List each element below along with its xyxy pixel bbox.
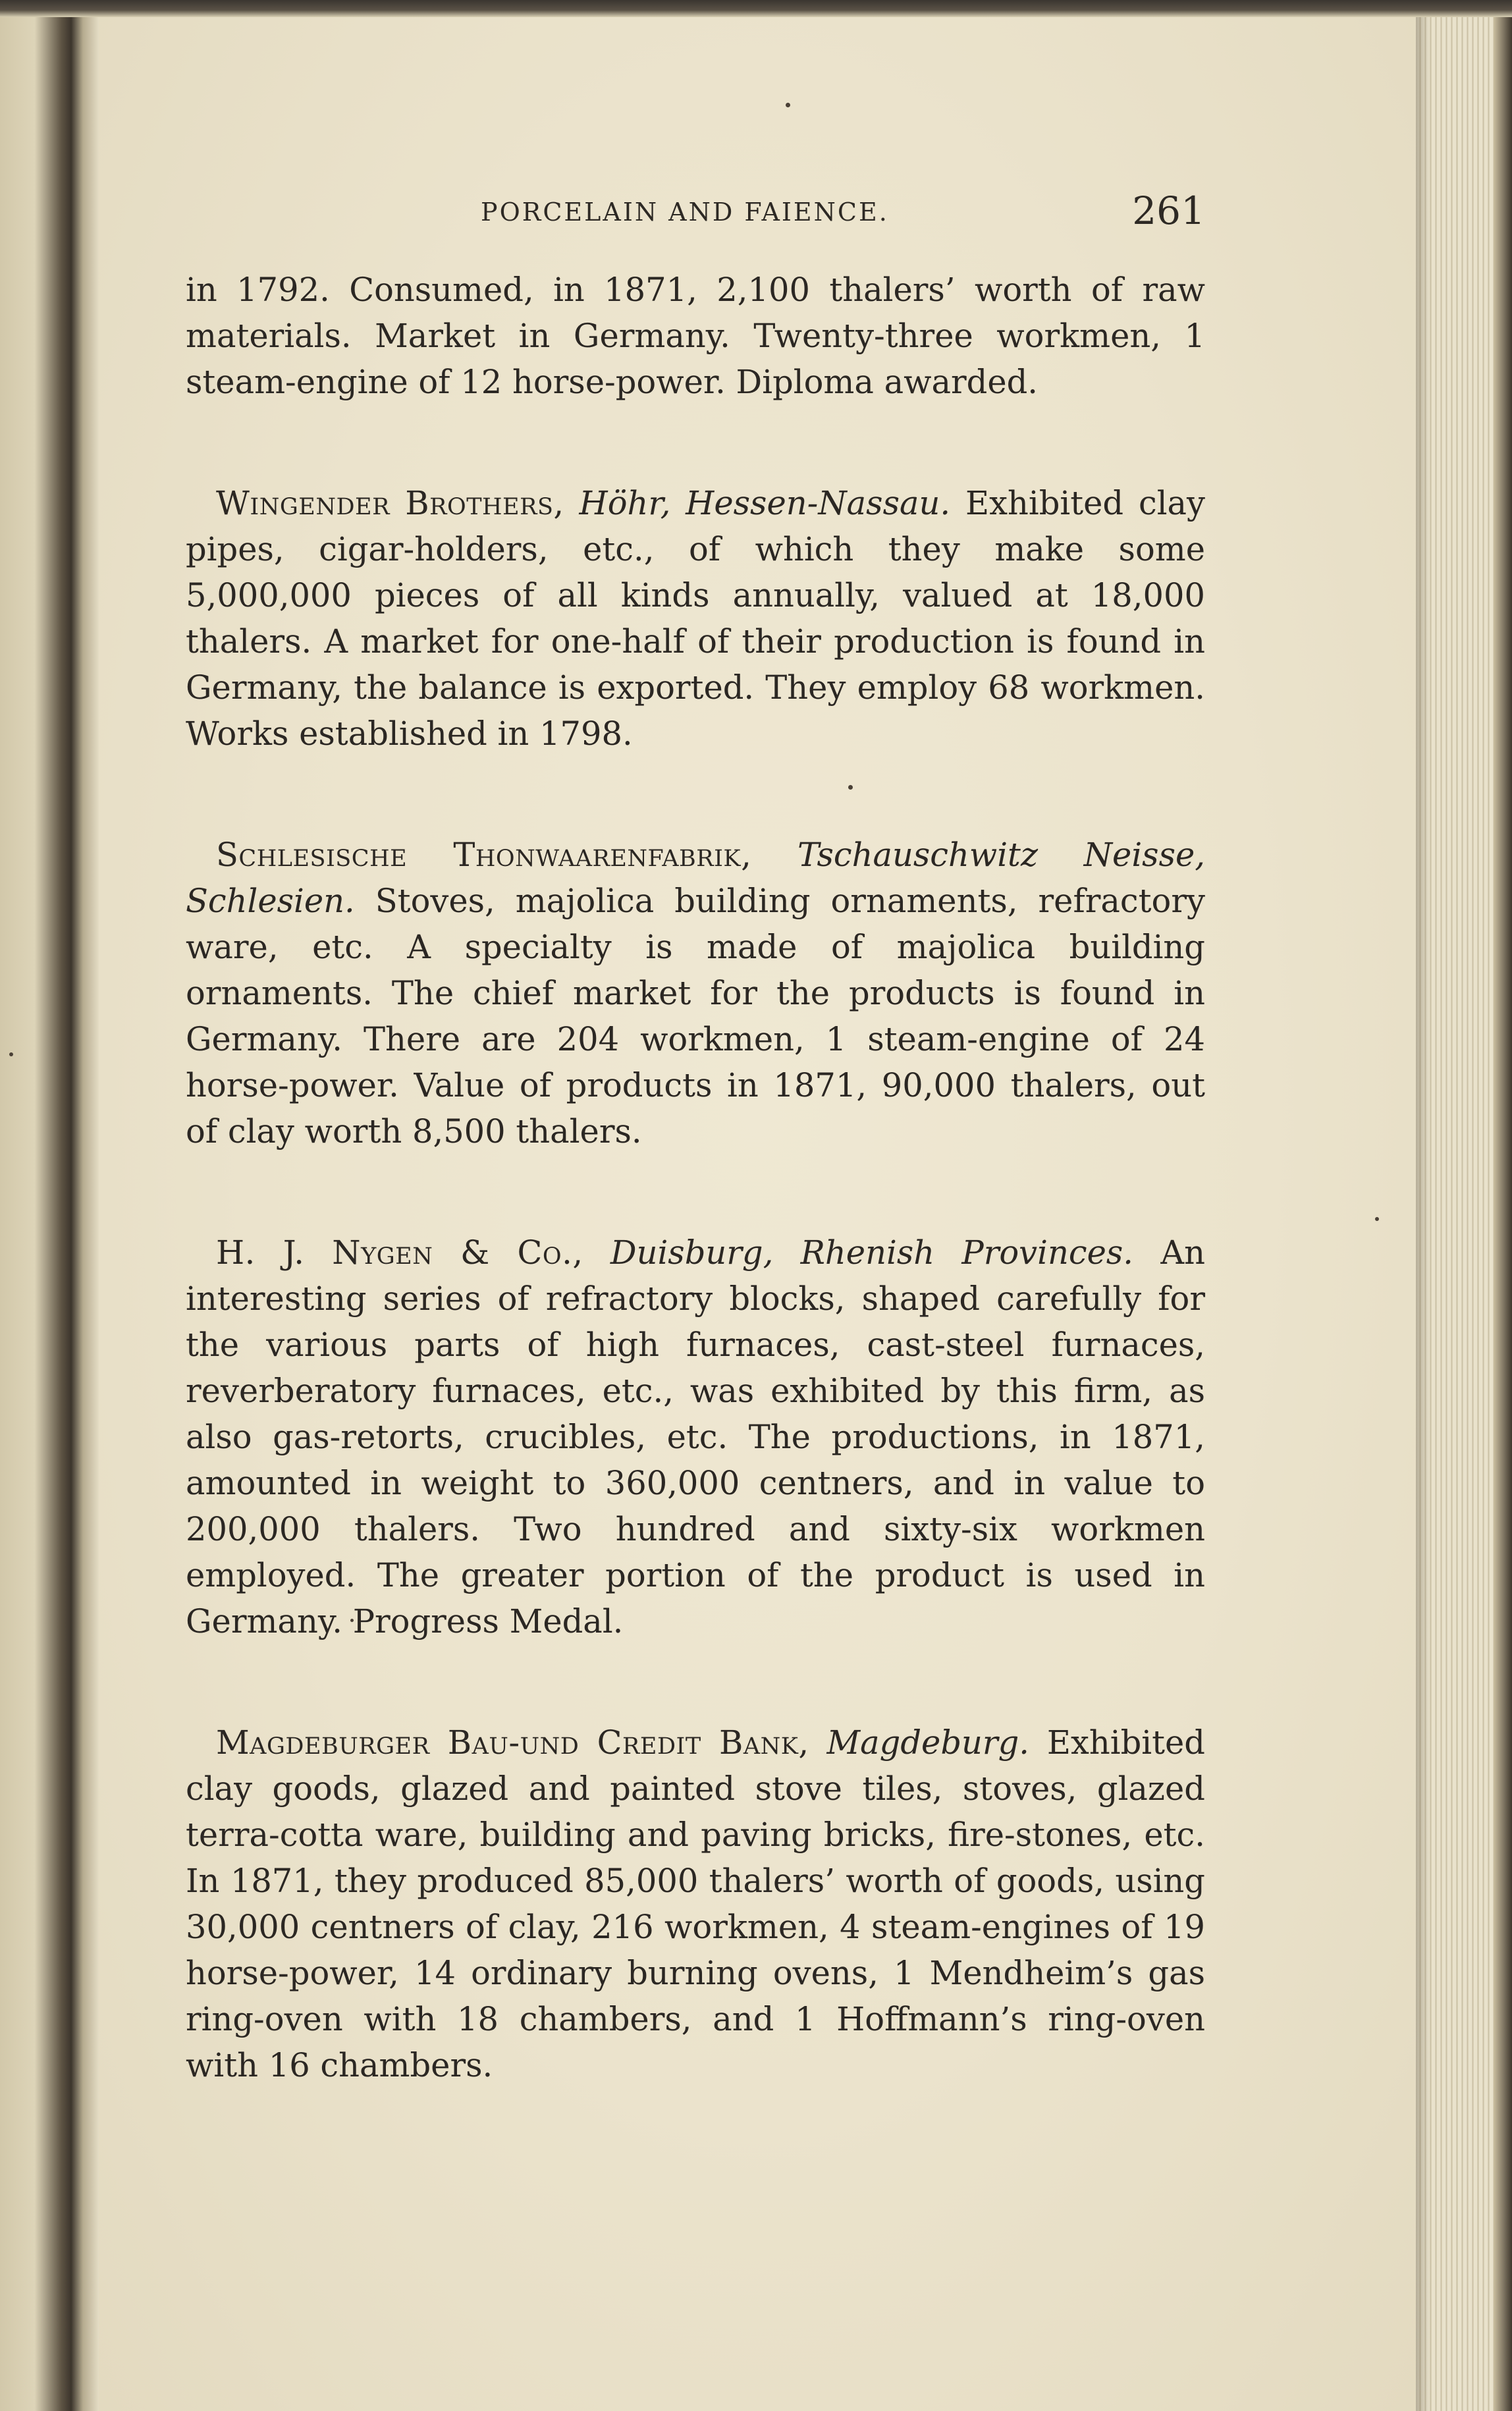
running-head <box>198 184 1205 244</box>
book-spine-gutter <box>0 0 99 2411</box>
paragraph-text: in 1792. Consumed, in 1871, 2,100 thalers’ worth of raw materials. Market in Germany. Twenty-three workmen, 1 steam-engine of 12 horse-power. Diploma awarded. <box>186 271 1205 401</box>
entry-text: An interesting series of refractory blocks, shaped carefully for the various parts of high furnaces, cast-steel furnaces, reverberatory furnaces, etc., was exhibited by this firm, as also gas-retorts, crucibles, etc. The productions, in 1871, amounted in weight to 360,000 centners, and in value to 200,000 thalers. Two hundred and sixty-six workmen employed. The greater portion of the product is used in Germany. Progress Medal. <box>186 1233 1205 1640</box>
firm-name: H. J. Nygen & Co., <box>216 1233 583 1272</box>
body-text <box>186 267 1205 2088</box>
entry-magdeburger-bank <box>186 1720 1205 2088</box>
paper-speck <box>786 103 790 107</box>
fore-edge-shadow <box>1416 0 1430 2411</box>
entry-text: Stoves, majolica building ornaments, refractory ware, etc. A specialty is made of majolica building ornaments. The chief market for the products is found in Germany. There are 204 workmen, 1 steam-engine of 24 horse-power. Value of products in 1871, 90,000 thalers, out of clay worth 8,500 thalers. <box>186 882 1205 1151</box>
page-number: 261 <box>1132 188 1205 233</box>
paper-speck <box>9 1052 13 1056</box>
running-head-title: PORCELAIN AND FAIENCE. <box>481 198 889 227</box>
entry-schlesische-thonwaarenfabrik <box>186 832 1205 1154</box>
firm-location: Tschauschwitz Neisse, Schlesien. <box>186 836 1205 920</box>
fore-edge-cover <box>1494 0 1512 2411</box>
firm-location: Magdeburg. <box>826 1723 1029 1762</box>
firm-name: Schlesische Thonwaarenfabrik, <box>216 836 752 874</box>
entry-text: Exhibited clay goods, glazed and painted stove tiles, stoves, glazed terra-cotta ware, building and paving bricks, fire-stones, etc. In 1871, they produced 85,000 thalers’ worth of goods, using 30,000 centners of clay, 216 workmen, 4 steam-engines of 19 horse-power, 14 ordinary burning ovens, 1 Mendheim’s gas ring-oven with 18 chambers, and 1 Hoffmann’s ring-oven with 16 chambers. <box>186 1723 1205 2084</box>
firm-name: Wingender Brothers, <box>216 484 564 522</box>
firm-location: Duisburg, Rhenish Provinces. <box>610 1233 1134 1272</box>
firm-location: Höhr, Hessen-Nassau. <box>579 484 951 522</box>
entry-wingender-brothers <box>186 480 1205 757</box>
firm-name: Magdeburger Bau-und Credit Bank, <box>216 1723 809 1762</box>
entry-text: Exhibited clay pipes, cigar-holders, etc., of which they make some 5,000,000 pieces of all kinds annually, valued at 18,000 thalers. A market for one-half of their production is found in Germany, the balance is exported. They employ 68 workmen. Works established in 1798. <box>186 484 1205 753</box>
entry-nygen-and-co <box>186 1230 1205 1644</box>
top-edge-shadow <box>0 0 1512 17</box>
paper-speck <box>1375 1217 1379 1221</box>
paragraph-continuation <box>186 267 1205 405</box>
